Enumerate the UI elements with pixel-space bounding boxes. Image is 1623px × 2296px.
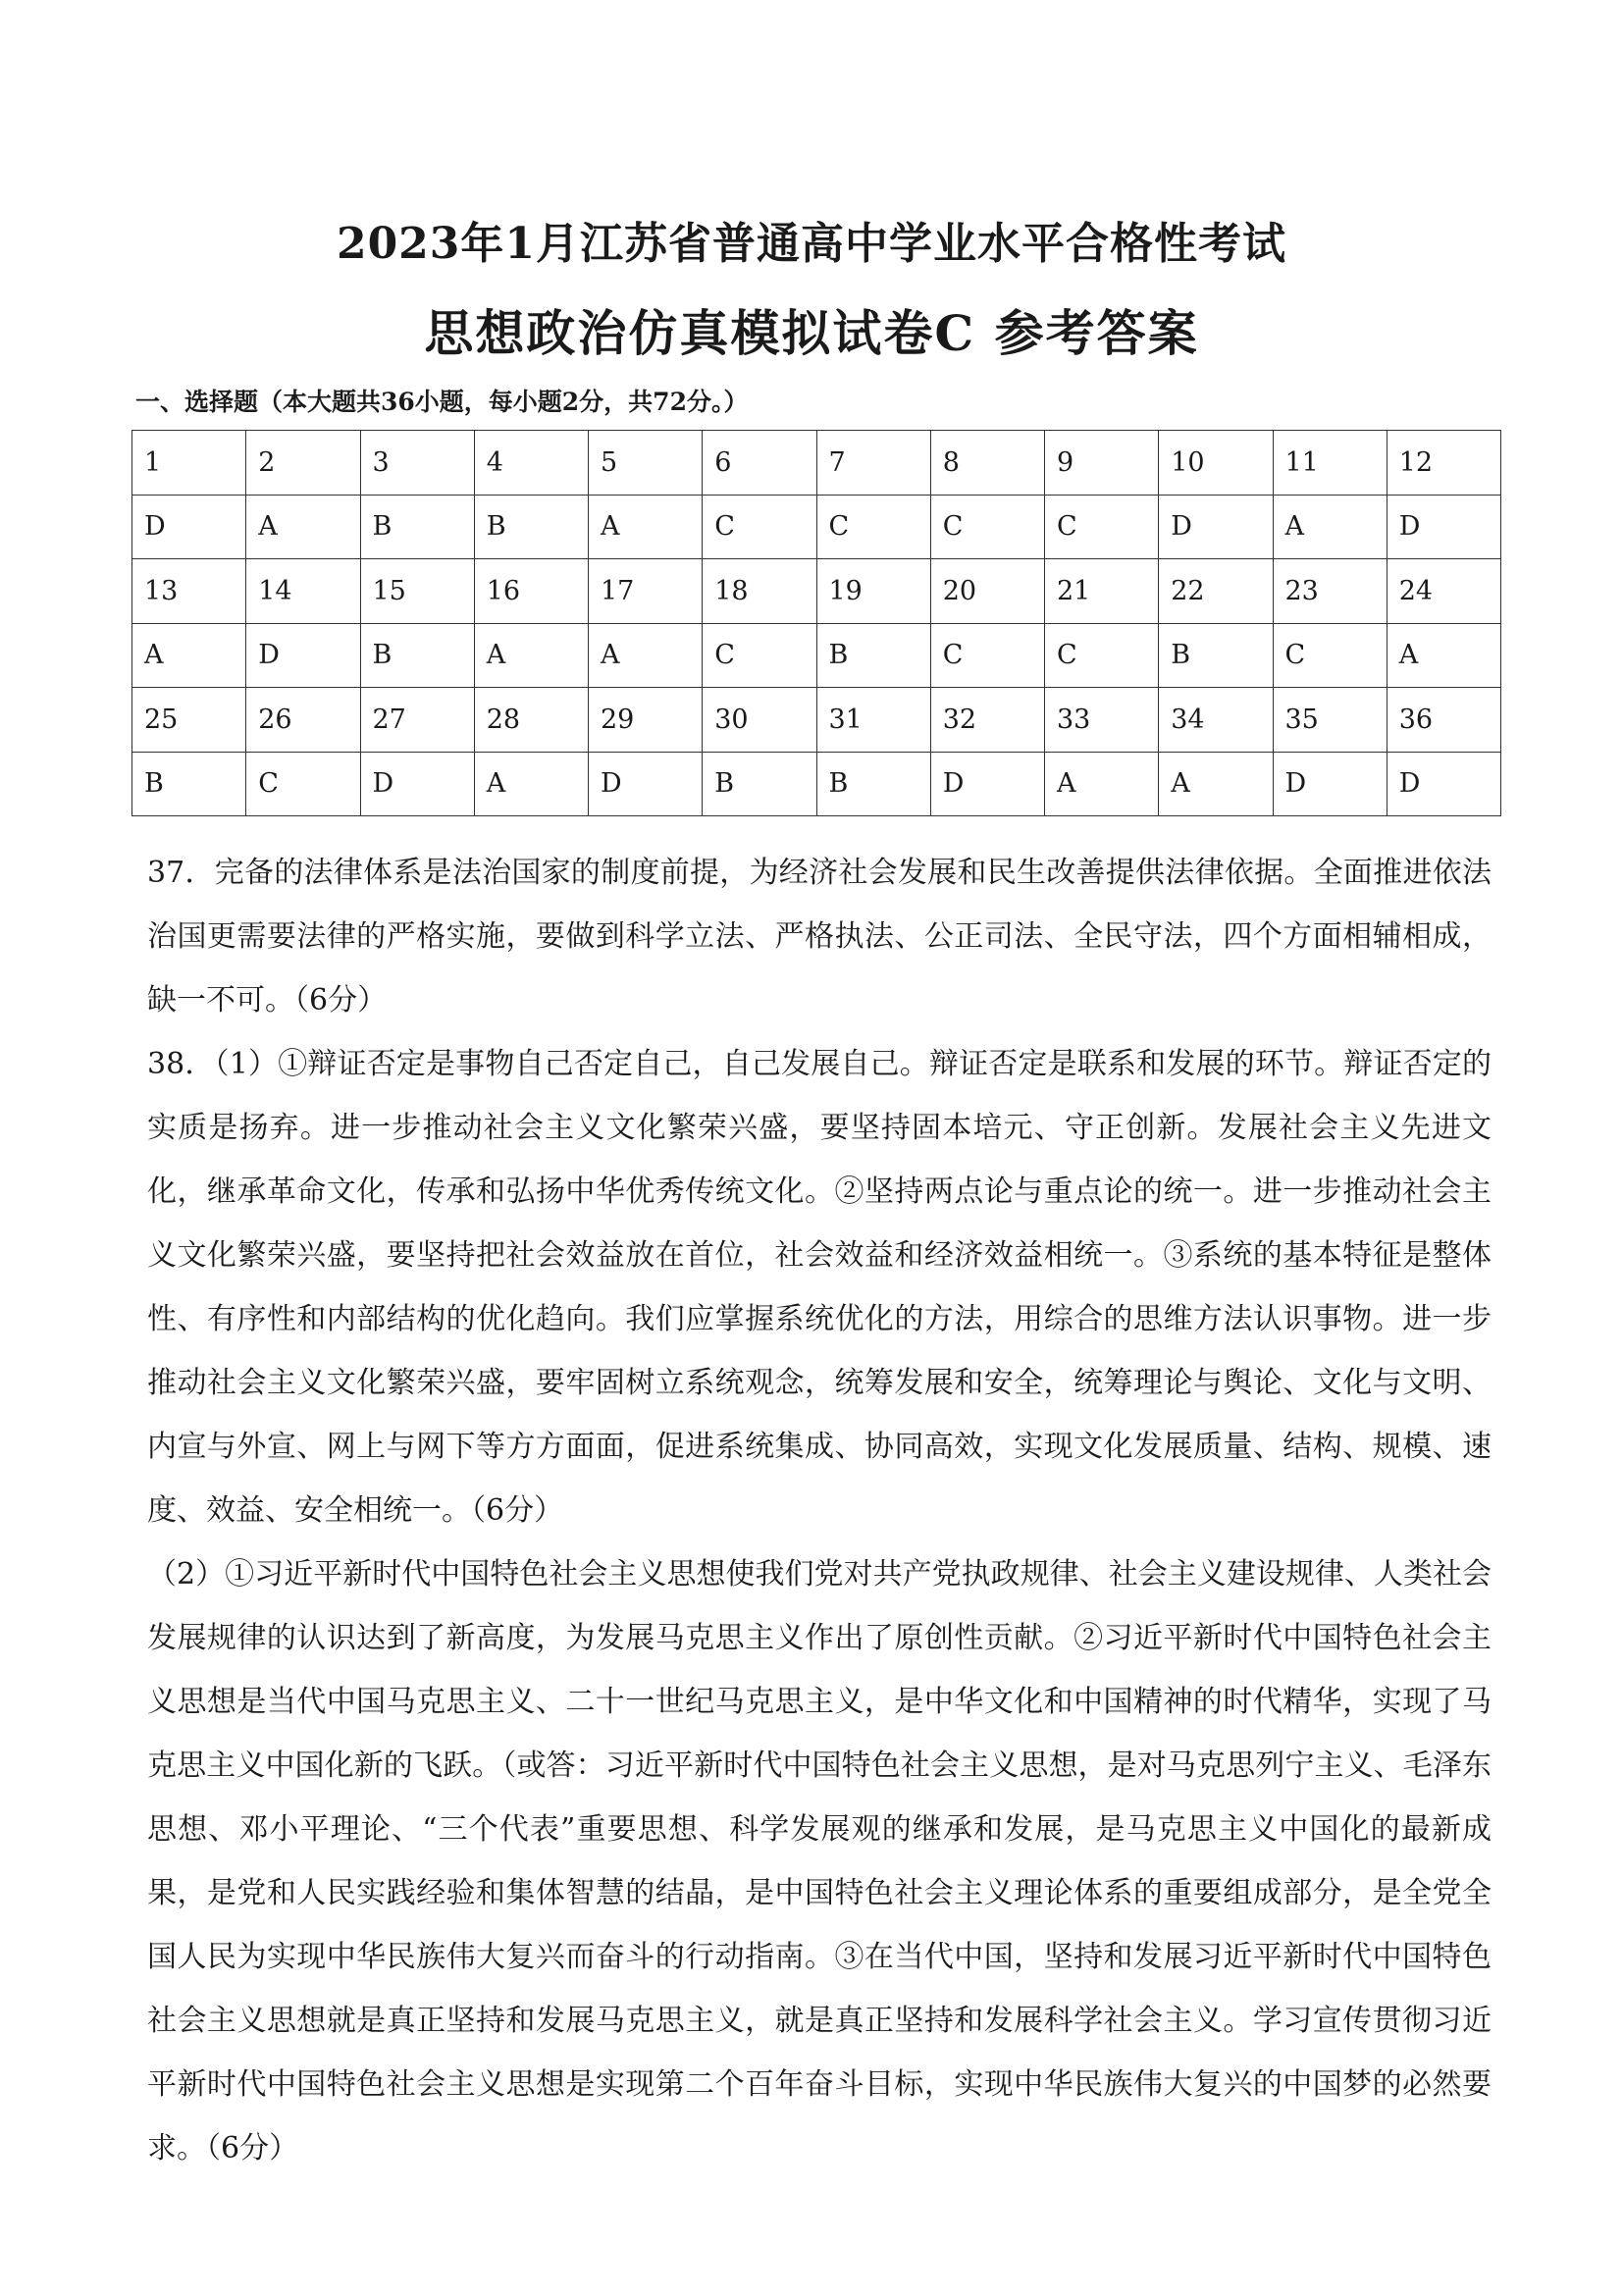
answer-letter-cell: C [1273,623,1387,688]
answer-letter-cell: B [132,752,246,816]
answer-letter-cell: A [474,752,588,816]
answer-letter-cell: A [246,495,360,559]
answer-38-part2: （2）①习近平新时代中国特色社会主义思想使我们党对共产党执政规律、社会主义建设规律、人类社会发展规律的认识达到了新高度，为发展马克思主义作出了原创性贡献。②习近平新时代中国特色社会主义思想是当代中国马克思主义、二十一世纪马克思主义，是中华文化和中国精神的时代精华，实现了马克思主义中国化新的飞跃。（或答：习近平新时代中国特色社会主义思想，是对马克思列宁主义、毛泽东思想、邓小平理论、“三个代表”重要思想、科学发展观的继承和发展，是马克思主义中国化的最新成果，是党和人民实践经验和集体智慧的结晶，是中国特色社会主义理论体系的重要组成部分，是全党全国人民为实现中华民族伟大复兴而奋斗的行动指南。③在当代中国，坚持和发展习近平新时代中国特色社会主义思想就是真正坚持和发展马克思主义，就是真正坚持和发展科学社会主义。学习宣传贯彻习近平新时代中国特色社会主义思想是实现第二个百年奋斗目标，实现中华民族伟大复兴的中国梦的必然要求。（6分） [147,1557,1492,2166]
question-number-row [132,559,1501,624]
question-number-cell: 13 [132,559,246,624]
answer-letter-cell: A [589,623,703,688]
answer-letter-cell: D [246,623,360,688]
question-number-cell: 4 [474,431,588,496]
answer-letter-cell: B [474,495,588,559]
question-number-cell: 23 [1273,559,1387,624]
question-number-cell: 33 [1045,688,1159,753]
section-heading: 一、选择题（本大题共36小题，每小题2分，共72分。） [135,388,749,416]
question-number-cell: 16 [474,559,588,624]
question-number-cell: 15 [360,559,474,624]
answer-body [147,841,1492,2180]
answer-letter-cell: D [1159,495,1273,559]
answer-letter-cell: C [703,495,816,559]
answer-letter-cell: C [816,495,930,559]
question-number-cell: 20 [930,559,1044,624]
question-number-cell: 25 [132,688,246,753]
answer-table [131,430,1501,816]
answer-letter-cell: B [703,752,816,816]
answer-38-part1: 38．（1）①辩证否定是事物自己否定自己，自己发展自己。辩证否定是联系和发展的环节。辩证否定的实质是扬弃。进一步推动社会主义文化繁荣兴盛，要坚持固本培元、守正创新。发展社会主义先进文化，继承革命文化，传承和弘扬中华优秀传统文化。②坚持两点论与重点论的统一。进一步推动社会主义文化繁荣兴盛，要坚持把社会效益放在首位，社会效益和经济效益相统一。③系统的基本特征是整体性、有序性和内部结构的优化趋向。我们应掌握系统优化的方法，用综合的思维方法认识事物。进一步推动社会主义文化繁荣兴盛，要牢固树立系统观念，统筹发展和安全，统筹理论与舆论、文化与文明、内宣与外宣、网上与网下等方方面面，促进系统集成、协同高效，实现文化发展质量、结构、规模、速度、效益、安全相统一。（6分） [147,1047,1492,1528]
answer-letter-cell: D [132,495,246,559]
question-number-cell: 9 [1045,431,1159,496]
answer-letter-cell: D [1387,752,1500,816]
question-number-cell: 34 [1159,688,1273,753]
answer-letter-cell: A [132,623,246,688]
question-number-cell: 6 [703,431,816,496]
answer-letter-cell: C [246,752,360,816]
answer-letter-cell: B [816,752,930,816]
question-number-cell: 27 [360,688,474,753]
answer-letter-cell: B [360,495,474,559]
question-number-cell: 17 [589,559,703,624]
answer-letter-cell: D [1387,495,1500,559]
question-number-cell: 14 [246,559,360,624]
answer-letter-cell: D [1273,752,1387,816]
answer-letter-cell: B [816,623,930,688]
question-number-cell: 32 [930,688,1044,753]
answer-letter-cell: C [703,623,816,688]
answer-letter-cell: A [474,623,588,688]
question-number-cell: 1 [132,431,246,496]
answer-37: 37．完备的法律体系是法治国家的制度前提，为经济社会发展和民生改善提供法律依据。全面推进依法治国更需要法律的严格实施，要做到科学立法、严格执法、公正司法、全民守法，四个方面相辅相成，缺一不可。（6分） [147,856,1492,1018]
question-number-cell: 29 [589,688,703,753]
question-number-cell: 10 [1159,431,1273,496]
answer-letter-cell: C [930,495,1044,559]
answer-letter-row [132,623,1501,688]
question-number-row [132,688,1501,753]
question-number-cell: 12 [1387,431,1500,496]
answer-letter-cell: D [589,752,703,816]
question-number-cell: 8 [930,431,1044,496]
question-number-row [132,431,1501,496]
question-number-cell: 26 [246,688,360,753]
answer-letter-row [132,495,1501,559]
question-number-cell: 31 [816,688,930,753]
question-number-cell: 21 [1045,559,1159,624]
question-number-cell: 7 [816,431,930,496]
document-subtitle: 思想政治仿真模拟试卷C 参考答案 [424,304,1199,362]
question-number-cell: 11 [1273,431,1387,496]
question-number-cell: 28 [474,688,588,753]
answer-letter-cell: A [1273,495,1387,559]
answer-letter-cell: D [930,752,1044,816]
answer-letter-cell: D [360,752,474,816]
question-number-cell: 19 [816,559,930,624]
answer-letter-cell: A [1045,752,1159,816]
question-number-cell: 30 [703,688,816,753]
answer-letter-cell: A [1387,623,1500,688]
answer-letter-cell: B [1159,623,1273,688]
question-number-cell: 36 [1387,688,1500,753]
answer-letter-cell: A [589,495,703,559]
question-number-cell: 22 [1159,559,1273,624]
answer-letter-cell: C [1045,495,1159,559]
question-number-cell: 5 [589,431,703,496]
question-number-cell: 24 [1387,559,1500,624]
answer-letter-cell: B [360,623,474,688]
answer-letter-cell: C [1045,623,1159,688]
document-title: 2023年1月江苏省普通高中学业水平合格性考试 [336,219,1287,269]
question-number-cell: 3 [360,431,474,496]
question-number-cell: 2 [246,431,360,496]
question-number-cell: 35 [1273,688,1387,753]
answer-letter-cell: A [1159,752,1273,816]
question-number-cell: 18 [703,559,816,624]
answer-letter-row [132,752,1501,816]
answer-letter-cell: C [930,623,1044,688]
